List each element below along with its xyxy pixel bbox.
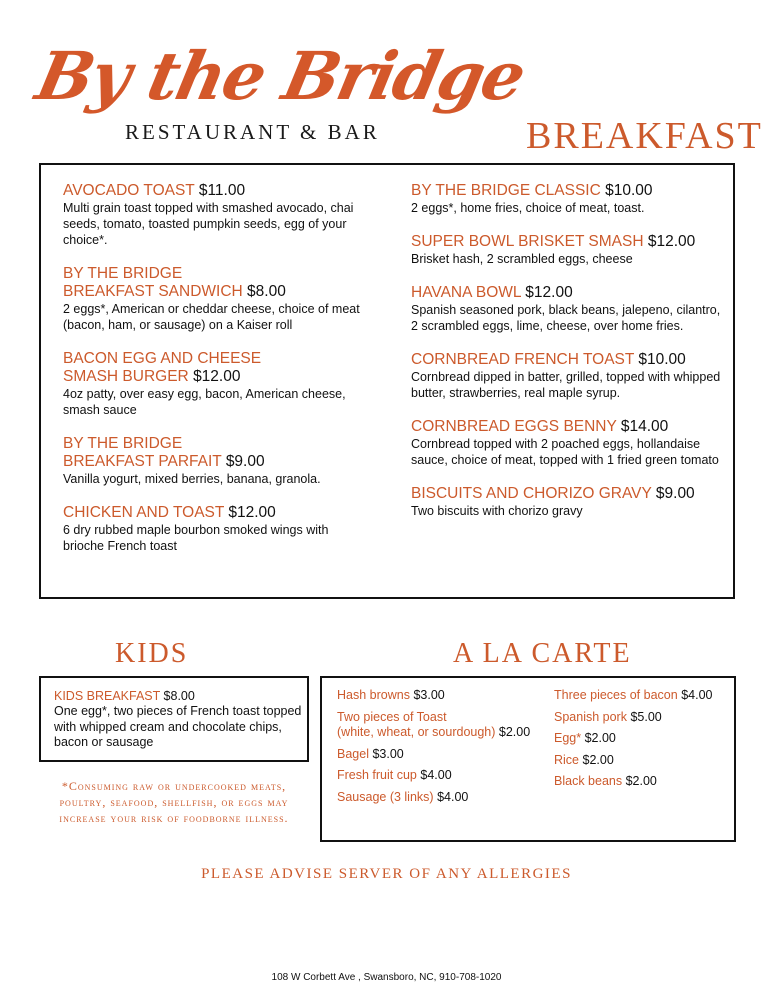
menu-item [411, 351, 721, 401]
menu-item-price: $9.00 [225, 453, 265, 470]
breakfast-left-column [63, 182, 363, 571]
menu-item [411, 284, 721, 334]
alacarte-item-price: $4.00 [437, 789, 469, 804]
menu-item-name: BY THE BRIDGE BREAKFAST PARFAIT $9.00 [63, 435, 265, 470]
menu-item [63, 504, 363, 554]
menu-item-desc: 2 eggs*, American or cheddar cheese, choice of meat (bacon, ham, or sausage) on a Kaiser roll [63, 302, 360, 332]
menu-item-desc: Cornbread dipped in batter, grilled, topped with whipped butter, strawberries, real maple syrup. [411, 370, 721, 400]
menu-item-desc: 2 eggs*, home fries, choice of meat, toast. [411, 201, 645, 215]
alacarte-item-price: $4.00 [420, 768, 452, 782]
breakfast-menu-box [39, 163, 735, 599]
menu-item-price: $12.00 [647, 233, 696, 250]
alacarte-item: Bagel $3.00 [337, 746, 404, 761]
alacarte-item-price: $4.00 [681, 688, 713, 702]
alacarte-item: Three pieces of bacon $4.00 [554, 688, 713, 702]
menu-item-desc: Cornbread topped with 2 poached eggs, hollandaise sauce, choice of meat, topped with 1 fried green tomato [411, 437, 719, 467]
alacarte-item-price: $2.00 [584, 731, 616, 745]
menu-item [411, 418, 721, 468]
kids-item-desc: One egg*, two pieces of French toast topped with whipped cream and chocolate chips, bacon or sausage [54, 704, 302, 749]
kids-title: KIDS [115, 638, 189, 669]
alacarte-item: Spanish pork $5.00 [554, 709, 662, 724]
alacarte-item-price: $5.00 [630, 709, 662, 724]
menu-item-desc: Brisket hash, 2 scrambled eggs, cheese [411, 252, 633, 266]
menu-item-name: SUPER BOWL BRISKET SMASH $12.00 [411, 233, 696, 250]
menu-item-desc: Multi grain toast topped with smashed avocado, chai seeds, tomato, toasted pumpkin seeds, egg of your choice*. [63, 201, 354, 247]
breakfast-title: BREAKFAST [526, 115, 763, 157]
menu-item-price: $12.00 [193, 368, 241, 385]
alacarte-item-price: $3.00 [413, 688, 445, 702]
menu-item-desc: Spanish seasoned pork, black beans, jalepeno, cilantro, 2 scrambled eggs, lime, cheese, over home fries. [411, 303, 721, 333]
menu-item-desc: Vanilla yogurt, mixed berries, banana, granola. [63, 472, 321, 486]
menu-item-price: $10.00 [605, 182, 653, 199]
alacarte-item: Two pieces of Toast (white, wheat, or sourdough) $2.00 [337, 709, 531, 739]
alacarte-menu-box [320, 676, 736, 842]
alacarte-left-column [337, 688, 552, 811]
alacarte-item-price: $2.00 [498, 725, 531, 739]
menu-item-price: $10.00 [638, 351, 686, 368]
menu-item-price: $12.00 [228, 504, 276, 521]
menu-item-name: CORNBREAD EGGS BENNY $14.00 [411, 418, 669, 435]
alacarte-item: Sausage (3 links) $4.00 [337, 789, 469, 804]
menu-item-name: BY THE BRIDGE CLASSIC $10.00 [411, 182, 653, 199]
menu-item-desc: 4oz patty, over easy egg, bacon, American cheese, smash sauce [63, 387, 346, 417]
menu-item-price: $12.00 [525, 284, 573, 301]
menu-item-price: $14.00 [620, 418, 669, 435]
menu-item-name: AVOCADO TOAST $11.00 [63, 182, 246, 199]
kids-item-name: KIDS BREAKFAST $8.00 [54, 689, 195, 703]
kids-item [54, 688, 304, 751]
footer-address: 108 W Corbett Ave , Swansboro, NC, 910-708-1020 [271, 972, 502, 983]
alacarte-right-column [554, 688, 734, 796]
menu-item-price: $8.00 [247, 283, 286, 300]
restaurant-subtitle: RESTAURANT & BAR [125, 120, 380, 144]
alacarte-item: Black beans $2.00 [554, 774, 657, 788]
restaurant-logo: By the Bridge [29, 37, 531, 115]
kids-item-price: $8.00 [163, 689, 195, 703]
menu-item [63, 350, 363, 418]
alacarte-item-price: $3.00 [372, 746, 404, 761]
menu-item [63, 435, 363, 487]
menu-item [411, 182, 721, 216]
menu-item-name: CORNBREAD FRENCH TOAST $10.00 [411, 351, 686, 368]
menu-item-price: $9.00 [655, 485, 695, 502]
menu-item [411, 485, 721, 519]
menu-item-name: CHICKEN AND TOAST $12.00 [63, 504, 276, 521]
alacarte-title: A LA CARTE [453, 638, 632, 669]
alacarte-item: Fresh fruit cup $4.00 [337, 768, 452, 782]
menu-item-name: HAVANA BOWL $12.00 [411, 284, 573, 301]
menu-item [411, 233, 721, 267]
breakfast-right-column [411, 182, 721, 536]
menu-item-price: $11.00 [198, 182, 246, 199]
kids-menu-box [39, 676, 309, 762]
alacarte-item: Rice $2.00 [554, 752, 614, 767]
foodborne-warning: *Consuming raw or undercooked meats, poultry, seafood, shellfish, or eggs may increase your risk of foodborne illness. [59, 779, 289, 825]
menu-item-name: BISCUITS AND CHORIZO GRAVY $9.00 [411, 485, 695, 502]
alacarte-item: Hash browns $3.00 [337, 688, 445, 702]
menu-item-name: BY THE BRIDGE BREAKFAST SANDWICH $8.00 [63, 265, 286, 300]
alacarte-item: Egg* $2.00 [554, 731, 616, 745]
menu-item-name: BACON EGG AND CHEESE SMASH BURGER $12.00 [63, 350, 262, 385]
menu-item-desc: Two biscuits with chorizo gravy [411, 504, 583, 518]
menu-item [63, 265, 363, 333]
alacarte-item-price: $2.00 [625, 774, 657, 788]
allergy-notice: PLEASE ADVISE SERVER OF ANY ALLERGIES [201, 866, 572, 882]
menu-item-desc: 6 dry rubbed maple bourbon smoked wings with brioche French toast [63, 523, 329, 553]
menu-item [63, 182, 363, 248]
alacarte-item-price: $2.00 [582, 752, 614, 767]
